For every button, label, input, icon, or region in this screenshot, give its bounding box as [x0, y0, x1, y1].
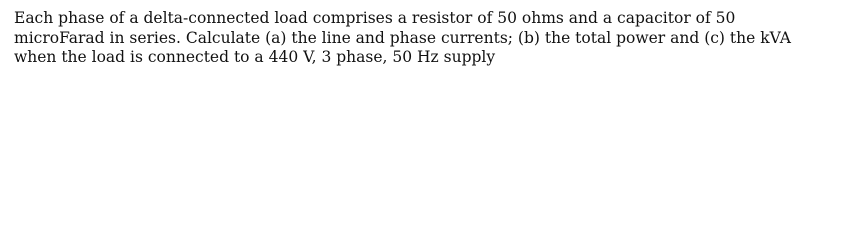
problem-line-3: when the load is connected to a 440 V, 3 phase, 50 Hz supply [14, 48, 496, 66]
problem-line-1: Each phase of a delta-connected load comprises a resistor of 50 ohms and a capacitor of 50 [14, 9, 736, 27]
problem-line-2: microFarad in series. Calculate (a) the line and phase currents; (b) the total power and (c) the kVA [14, 28, 791, 47]
problem-statement [14, 9, 844, 68]
